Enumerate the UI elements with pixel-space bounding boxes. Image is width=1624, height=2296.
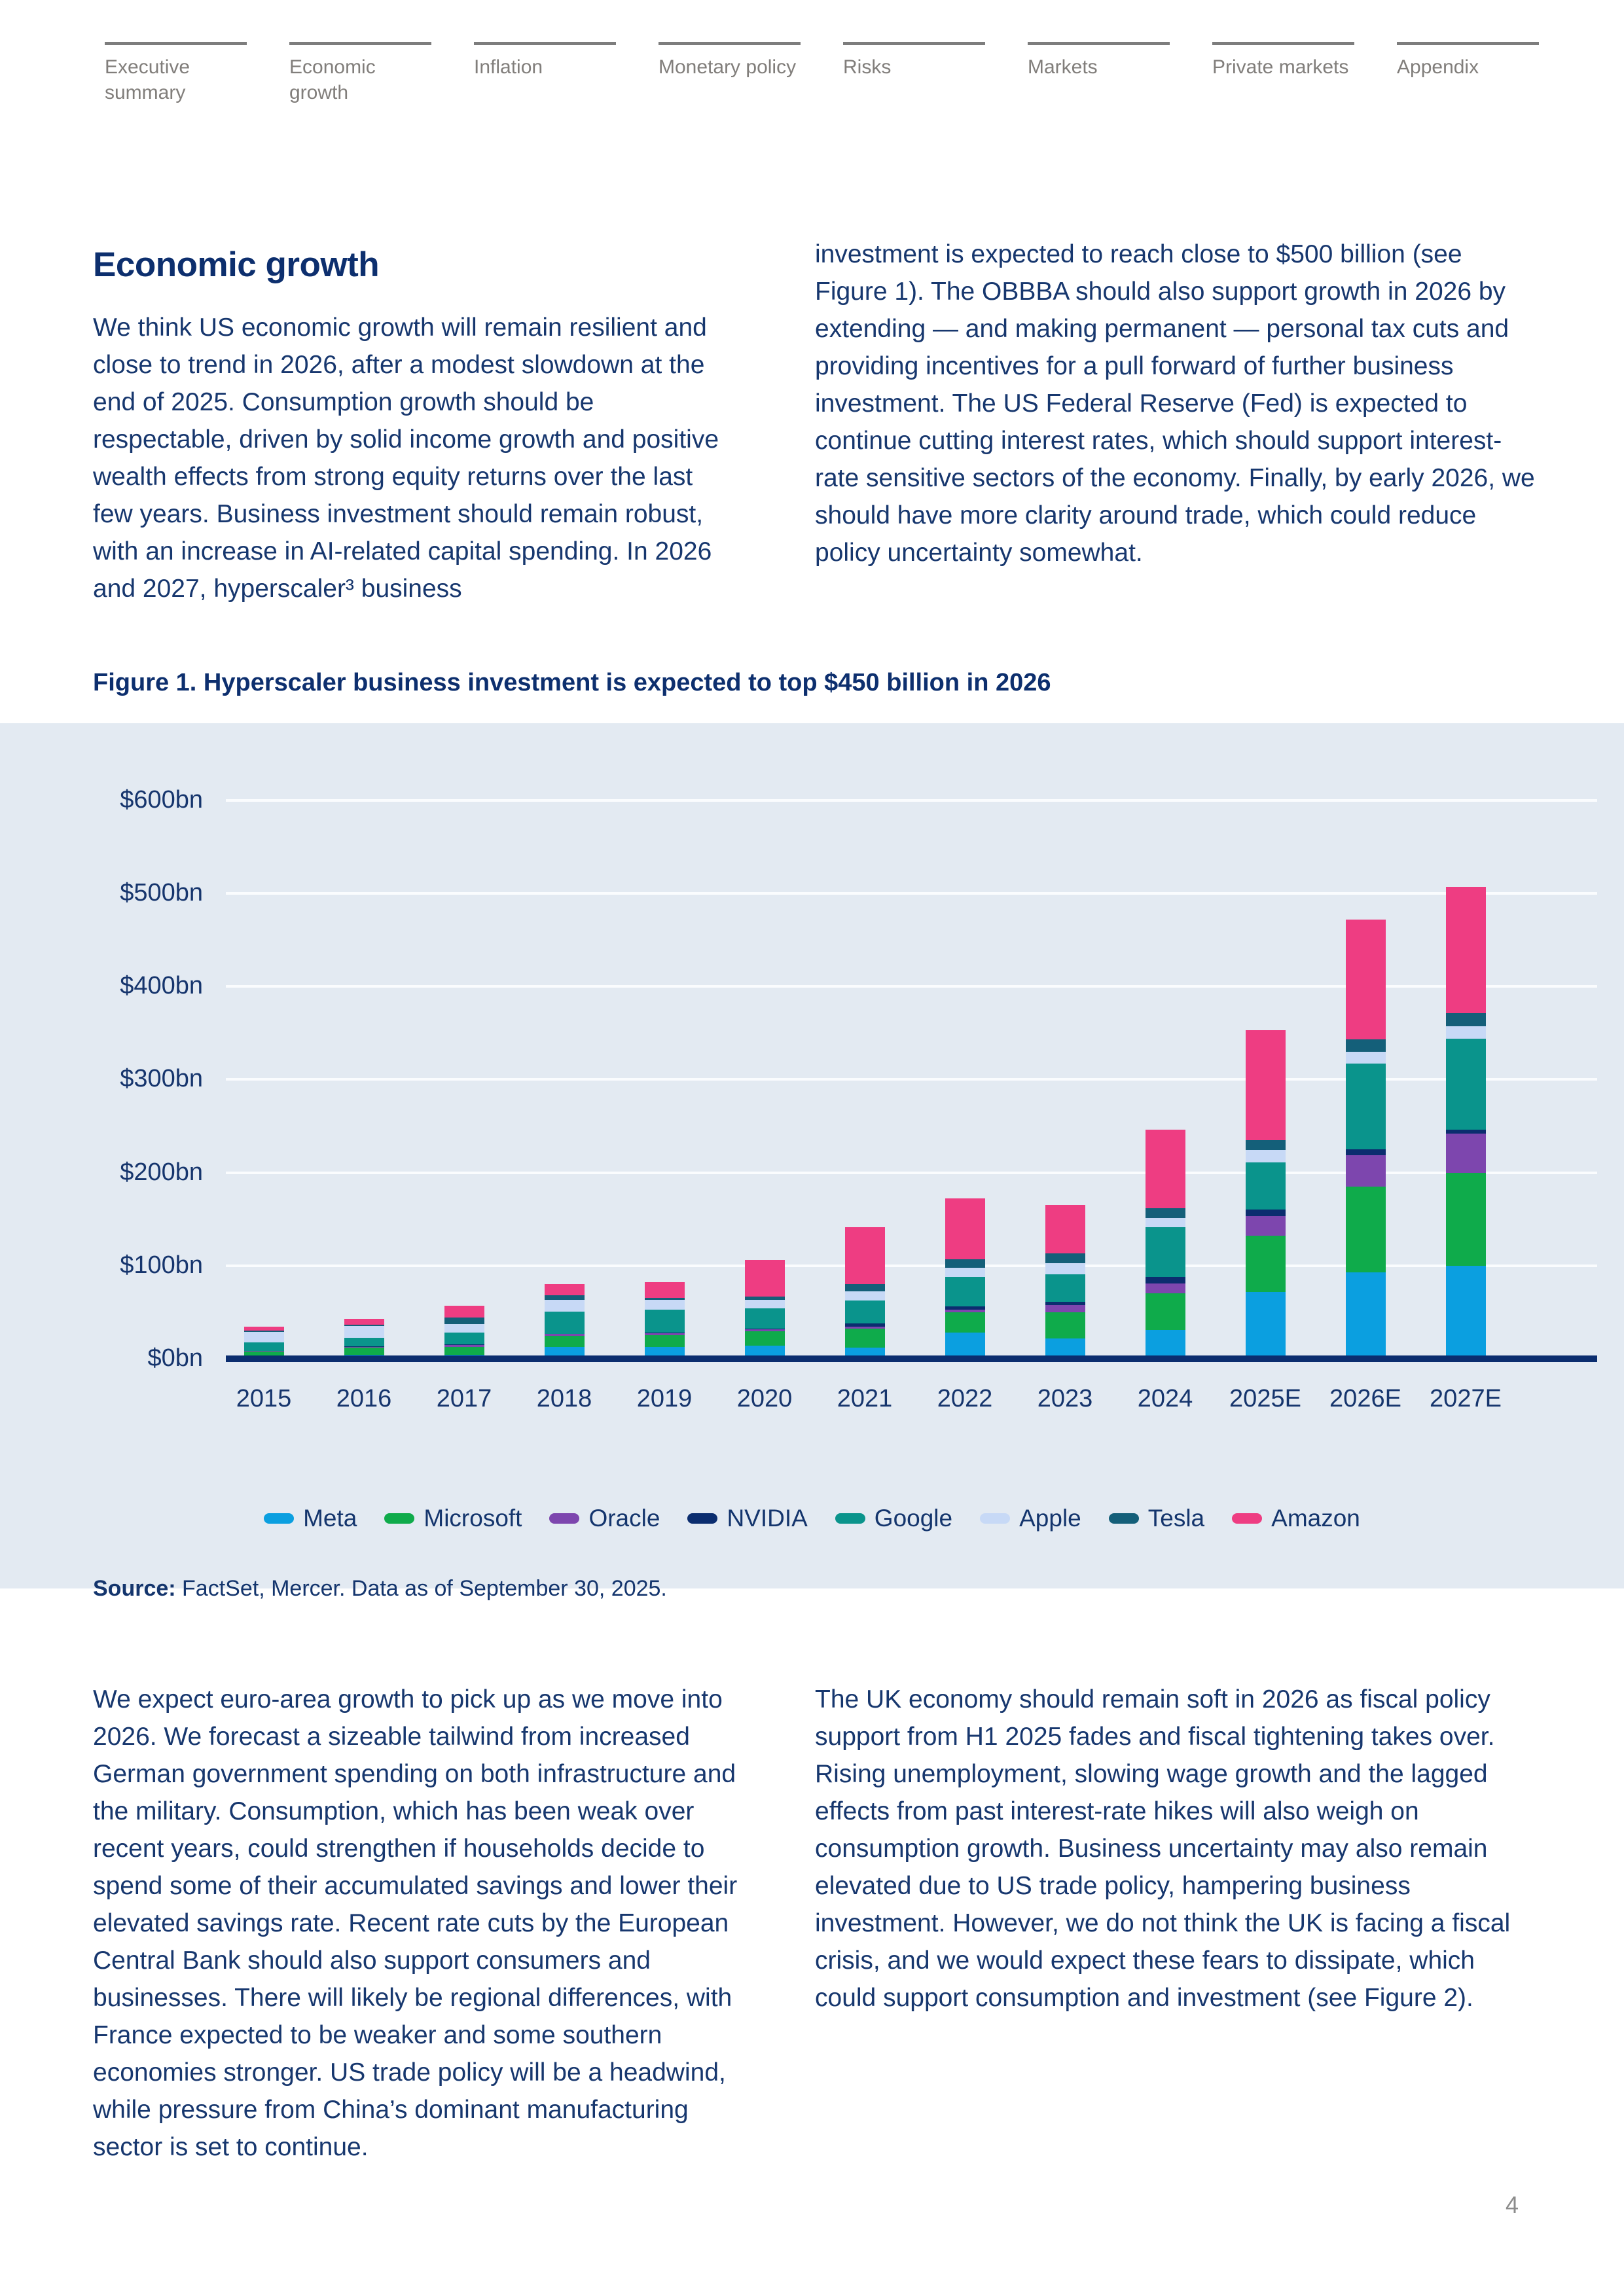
legend-swatch-icon [1232, 1513, 1262, 1524]
bar-2023 [1045, 1205, 1085, 1359]
legend-item-google [835, 1505, 952, 1532]
x-tick-label: 2020 [736, 1385, 793, 1412]
tab-rule [843, 42, 985, 45]
legend-swatch-icon [264, 1513, 294, 1524]
x-tick-label: 2026E [1329, 1385, 1401, 1412]
bar-segment-microsoft [1346, 1187, 1386, 1272]
legend-swatch-icon [980, 1513, 1010, 1524]
y-tick-label: $200bn [120, 1158, 203, 1186]
bar-segment-microsoft [1446, 1173, 1486, 1266]
bar-segment-oracle [1045, 1305, 1085, 1312]
bar-segment-amazon [845, 1227, 885, 1284]
figure-1-chart-panel [0, 723, 1624, 1601]
bar-2021 [845, 1227, 885, 1359]
tab-label[interactable]: Inflation [474, 56, 543, 78]
legend-item-oracle [549, 1505, 660, 1532]
tab-label[interactable]: Risks [843, 56, 892, 78]
bar-2017 [444, 1306, 484, 1359]
bar-segment-apple [845, 1291, 885, 1300]
x-tick-label: 2017 [436, 1385, 492, 1412]
tab-appendix[interactable] [1397, 42, 1539, 80]
legend-swatch-icon [384, 1513, 414, 1524]
tab-private-markets[interactable] [1212, 42, 1354, 80]
legend-item-tesla [1109, 1505, 1204, 1532]
bar-segment-google [244, 1342, 284, 1351]
bar-segment-apple [1446, 1026, 1486, 1038]
bar-segment-apple [545, 1300, 585, 1312]
legend-item-apple [980, 1505, 1081, 1532]
legend-item-microsoft [384, 1505, 522, 1532]
bar-segment-amazon [444, 1306, 484, 1318]
bar-segment-google [1146, 1227, 1185, 1276]
x-tick-label: 2021 [837, 1385, 893, 1412]
bar-segment-apple [645, 1300, 685, 1310]
bar-segment-apple [945, 1268, 985, 1277]
bar-segment-amazon [1045, 1205, 1085, 1253]
y-tick-label: $600bn [120, 785, 203, 814]
bar-segment-meta [1446, 1266, 1486, 1359]
bar-segment-amazon [344, 1319, 384, 1325]
bar-segment-nvidia [1146, 1277, 1185, 1283]
y-tick-label: $400bn [120, 972, 203, 999]
bar-segment-google [1446, 1039, 1486, 1130]
bar-segment-meta [1246, 1292, 1286, 1359]
bar-segment-google [545, 1312, 585, 1333]
bar-2020 [745, 1260, 785, 1359]
bar-segment-apple [1246, 1150, 1286, 1162]
bar-2018 [545, 1284, 585, 1359]
body-paragraph-right-bottom: The UK economy should remain soft in 2026 as fiscal policy support from H1 2025 fades and fiscal tightening takes over. Rising unemployment, slowing wage growth and the lagged effects from past interest-rate hikes will also weigh on consumption growth. Business uncertainty may also remain elevated due to US trade policy, hampering business investment. However, we do not think the UK is facing a fiscal crisis, and we would expect these fears to dissipate, which could support consumption and investment (see Figure 2). [815, 1685, 1511, 2012]
y-tick-label: $0bn [147, 1344, 203, 1372]
bar-segment-amazon [545, 1284, 585, 1295]
legend-swatch-icon [687, 1513, 717, 1524]
chart-legend [0, 1505, 1624, 1532]
legend-item-meta [264, 1505, 357, 1532]
bar-segment-microsoft [545, 1336, 585, 1347]
bar-segment-oracle [1446, 1134, 1486, 1173]
bar-segment-amazon [1146, 1130, 1185, 1208]
bar-2016 [344, 1319, 384, 1359]
tab-rule [1397, 42, 1539, 45]
legend-swatch-icon [549, 1513, 579, 1524]
bar-segment-amazon [1446, 887, 1486, 1013]
bar-segment-microsoft [745, 1331, 785, 1346]
tab-rule [474, 42, 616, 45]
bar-segment-apple [1146, 1218, 1185, 1227]
bar-segment-meta [1346, 1272, 1386, 1359]
tab-rule [1028, 42, 1170, 45]
bar-segment-google [1346, 1064, 1386, 1149]
bar-2025E [1246, 1030, 1286, 1359]
grid-line [226, 799, 1597, 802]
bar-segment-google [845, 1300, 885, 1323]
tab-label[interactable]: Markets [1028, 56, 1098, 78]
bar-segment-google [1045, 1274, 1085, 1302]
tab-risks[interactable] [843, 42, 985, 80]
bar-2015 [244, 1327, 284, 1359]
y-tick-label: $500bn [120, 878, 203, 906]
grid-line [226, 1078, 1597, 1081]
grid-line [226, 1172, 1597, 1174]
tab-label[interactable]: Private markets [1212, 56, 1349, 78]
bar-segment-tesla [1446, 1013, 1486, 1026]
bar-segment-amazon [745, 1260, 785, 1297]
bar-segment-microsoft [1246, 1236, 1286, 1291]
bar-segment-amazon [1246, 1030, 1286, 1140]
legend-label: Microsoft [424, 1505, 522, 1532]
bar-segment-tesla [845, 1284, 885, 1291]
x-tick-label: 2016 [336, 1385, 392, 1412]
bar-2027E [1446, 887, 1486, 1359]
bar-2019 [645, 1282, 685, 1359]
tab-label[interactable]: Economic growth [289, 56, 376, 103]
bar-segment-tesla [444, 1318, 484, 1324]
source-text: FactSet, Mercer. Data as of September 30, 2025. [175, 1576, 667, 1601]
bar-segment-oracle [1346, 1155, 1386, 1187]
x-tick-label: 2023 [1037, 1385, 1093, 1412]
bar-2024 [1146, 1130, 1185, 1359]
tab-label[interactable]: Executive summary [105, 56, 190, 103]
bar-segment-google [1246, 1162, 1286, 1210]
body-paragraph-left-bottom: We expect euro-area growth to pick up as we move into 2026. We forecast a sizeable tailwind from increased German government spending on both infrastructure and the military. Consumption, which has been weak over recent years, could strengthen if households decide to spend some of their accumulated savings and lower their elevated savings rate. Recent rate cuts by the European Central Bank should also support consumers and businesses. There will likely be regional differences, with France expected to be weaker and some southern economies stronger. US trade policy will be a headwind, while pressure from China’s dominant manufacturing sector is set to continue. [93, 1685, 738, 2161]
bar-segment-amazon [945, 1198, 985, 1259]
legend-swatch-icon [835, 1513, 865, 1524]
bar-segment-microsoft [1045, 1312, 1085, 1338]
legend-label: Apple [1019, 1505, 1081, 1532]
page-number: 4 [1506, 2191, 1519, 2218]
legend-label: Amazon [1271, 1505, 1360, 1532]
source-label: Source: [93, 1576, 176, 1601]
legend-label: Google [874, 1505, 953, 1532]
y-tick-label: $100bn [120, 1251, 203, 1279]
bar-segment-microsoft [1146, 1293, 1185, 1329]
bar-segment-nvidia [1346, 1149, 1386, 1155]
tab-inflation[interactable] [474, 42, 616, 80]
tab-monetary-policy[interactable] [659, 42, 801, 80]
bar-segment-tesla [1246, 1140, 1286, 1151]
tab-markets[interactable] [1028, 42, 1170, 80]
bar-segment-apple [444, 1324, 484, 1333]
bar-segment-microsoft [444, 1347, 484, 1355]
source-note [93, 1576, 667, 1602]
top-nav [0, 42, 1624, 153]
tab-rule [105, 42, 247, 45]
page-title: Economic growth [93, 245, 380, 284]
legend-label: Meta [303, 1505, 357, 1532]
bar-segment-nvidia [1246, 1210, 1286, 1216]
x-tick-label: 2025E [1229, 1385, 1301, 1412]
bar-segment-tesla [1346, 1039, 1386, 1051]
stacked-bar-plot [226, 753, 1597, 1359]
tab-economic-growth[interactable] [289, 42, 431, 105]
legend-item-amazon [1232, 1505, 1360, 1532]
legend-item-nvidia [687, 1505, 807, 1532]
bar-segment-google [745, 1308, 785, 1329]
bar-segment-tesla [1146, 1208, 1185, 1219]
x-axis-line [226, 1355, 1597, 1362]
bar-segment-amazon [645, 1282, 685, 1298]
legend-label: Tesla [1147, 1505, 1205, 1532]
tab-rule [1212, 42, 1354, 45]
bar-segment-tesla [1045, 1253, 1085, 1263]
bar-segment-apple [244, 1332, 284, 1342]
grid-line [226, 892, 1597, 895]
legend-label: NVIDIA [727, 1505, 808, 1532]
tab-rule [659, 42, 801, 45]
x-tick-label: 2019 [636, 1385, 693, 1412]
bar-segment-apple [344, 1326, 384, 1338]
bar-2026E [1346, 920, 1386, 1359]
bar-segment-microsoft [945, 1312, 985, 1333]
tab-label[interactable]: Monetary policy [659, 56, 797, 78]
x-tick-label: 2015 [236, 1385, 292, 1412]
figure-title: Figure 1. Hyperscaler business investment is expected to top $450 billion in 2026 [93, 669, 1051, 696]
bar-segment-microsoft [845, 1329, 885, 1348]
bar-segment-amazon [1346, 920, 1386, 1040]
grid-line [226, 985, 1597, 988]
bar-segment-google [945, 1277, 985, 1307]
grid-line [226, 1265, 1597, 1267]
bar-segment-google [444, 1333, 484, 1344]
bar-segment-microsoft [645, 1335, 685, 1347]
tab-label[interactable]: Appendix [1397, 56, 1479, 78]
x-tick-label: 2018 [536, 1385, 592, 1412]
tab-rule [289, 42, 431, 45]
body-paragraph-left-top: We think US economic growth will remain resilient and close to trend in 2026, after a modest slowdown at the end of 2025. Consumption growth should be respectable, driven by solid income growth and positive wealth effects from strong equity returns over the last few years. Business investment should remain robust, with an increase in AI-related capital spending. In 2026 and 2027, hyperscaler³ business [93, 314, 719, 603]
bar-segment-meta [1146, 1330, 1185, 1359]
bar-segment-oracle [1146, 1283, 1185, 1294]
bar-segment-google [344, 1338, 384, 1347]
x-tick-label: 2027E [1430, 1385, 1502, 1412]
x-tick-label: 2022 [937, 1385, 993, 1412]
bar-segment-google [645, 1310, 685, 1333]
body-paragraph-right-top: investment is expected to reach close to $500 billion (see Figure 1). The OBBBA should also support growth in 2026 by extending — and making permanent — personal tax cuts and providing incentives for a pull forward of further business investment. The US Federal Reserve (Fed) is expected to continue cutting interest rates, which should support interest-rate sensitive sectors of the economy. Finally, by early 2026, we should have more clarity around trade, which could reduce policy uncertainty somewhat. [815, 240, 1535, 567]
bar-segment-apple [1346, 1052, 1386, 1064]
legend-swatch-icon [1109, 1513, 1139, 1524]
x-tick-label: 2024 [1137, 1385, 1193, 1412]
legend-label: Oracle [588, 1505, 660, 1532]
bar-segment-apple [1045, 1263, 1085, 1274]
bar-segment-apple [745, 1300, 785, 1308]
y-tick-label: $300bn [120, 1065, 203, 1093]
bar-segment-tesla [945, 1259, 985, 1268]
bar-segment-microsoft [344, 1348, 384, 1355]
bar-segment-oracle [1246, 1216, 1286, 1236]
tab-executive-summary[interactable] [105, 42, 247, 105]
bar-2022 [945, 1198, 985, 1359]
